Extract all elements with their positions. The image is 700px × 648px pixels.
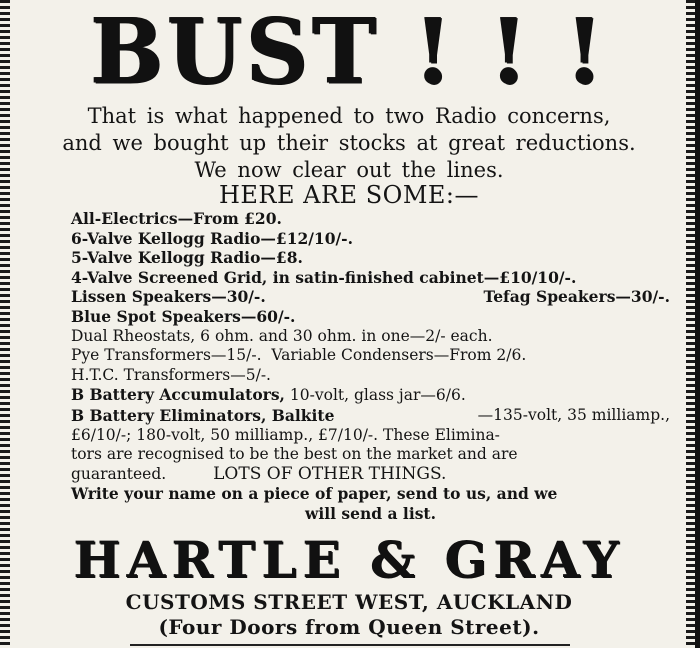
eliminators-detail: —135-volt, 35 milliamp., bbox=[477, 405, 670, 424]
write-instruction: Write your name on a piece of paper, send to us, and we bbox=[71, 484, 558, 504]
headline-text: BUST ! ! ! bbox=[90, 0, 608, 105]
accumulators-detail: 10-volt, glass jar—6/6. bbox=[289, 386, 466, 405]
eliminators-label: B Battery Eliminators, Balkite bbox=[71, 405, 335, 425]
list-item bbox=[71, 346, 670, 366]
advertisement bbox=[14, 0, 684, 648]
pye-transformers: Pye Transformers—15/-. bbox=[71, 346, 262, 365]
guaranteed-text: guaranteed. bbox=[71, 464, 167, 483]
variable-condensers: Variable Condensers—From 2/6. bbox=[271, 346, 527, 365]
lots-of-other-things: LOTS OF OTHER THINGS. bbox=[213, 463, 447, 484]
tefag-speakers: Tefag Speakers—30/-. bbox=[483, 287, 670, 307]
intro-paragraph bbox=[14, 103, 684, 184]
list-item: 5-Valve Kellogg Radio—£8. bbox=[71, 248, 303, 268]
list-item: Blue Spot Speakers—60/-. bbox=[71, 306, 296, 326]
list-item: 6-Valve Kellogg Radio—£12/10/-. bbox=[71, 228, 353, 248]
list-item: Dual Rheostats, 6 ohm. and 30 ohm. in one—2/- each. bbox=[71, 326, 493, 345]
lissen-speakers: Lissen Speakers—30/-. bbox=[71, 287, 266, 307]
decorative-border-left bbox=[0, 0, 10, 648]
headline bbox=[14, 0, 684, 105]
address-note: (Four Doors from Queen Street). bbox=[158, 615, 540, 639]
address-street: CUSTOMS STREET WEST, AUCKLAND bbox=[125, 590, 573, 614]
sub-heading: HERE ARE SOME:— bbox=[218, 181, 479, 209]
intro-line: and we bought up their stocks at great reductions. bbox=[62, 131, 636, 155]
intro-line: We now clear out the lines. bbox=[194, 158, 504, 182]
item-list bbox=[71, 209, 670, 524]
list-item: All-Electrics—From £20. bbox=[71, 209, 282, 228]
list-item bbox=[71, 385, 670, 406]
decorative-border-right bbox=[686, 0, 700, 648]
address bbox=[14, 590, 684, 640]
list-item: 4-Valve Screened Grid, in satin-finished cabinet—£10/10/-. bbox=[71, 267, 577, 287]
accumulators-label: B Battery Accumulators, bbox=[71, 385, 285, 405]
list-item bbox=[71, 287, 670, 307]
list-item: tors are recognised to be the best on the market and are bbox=[71, 445, 518, 464]
list-item bbox=[71, 465, 670, 485]
firm-name bbox=[14, 530, 684, 590]
firm-name-text: HARTLE & GRAY bbox=[73, 530, 625, 589]
list-item: H.T.C. Transformers—5/-. bbox=[71, 365, 271, 384]
list-item: £6/10/-; 180-volt, 50 milliamp., £7/10/-. These Elimina- bbox=[71, 425, 500, 444]
list-item bbox=[71, 406, 670, 426]
write-instruction: will send a list. bbox=[305, 503, 436, 523]
intro-line: That is what happened to two Radio concerns, bbox=[87, 104, 611, 128]
